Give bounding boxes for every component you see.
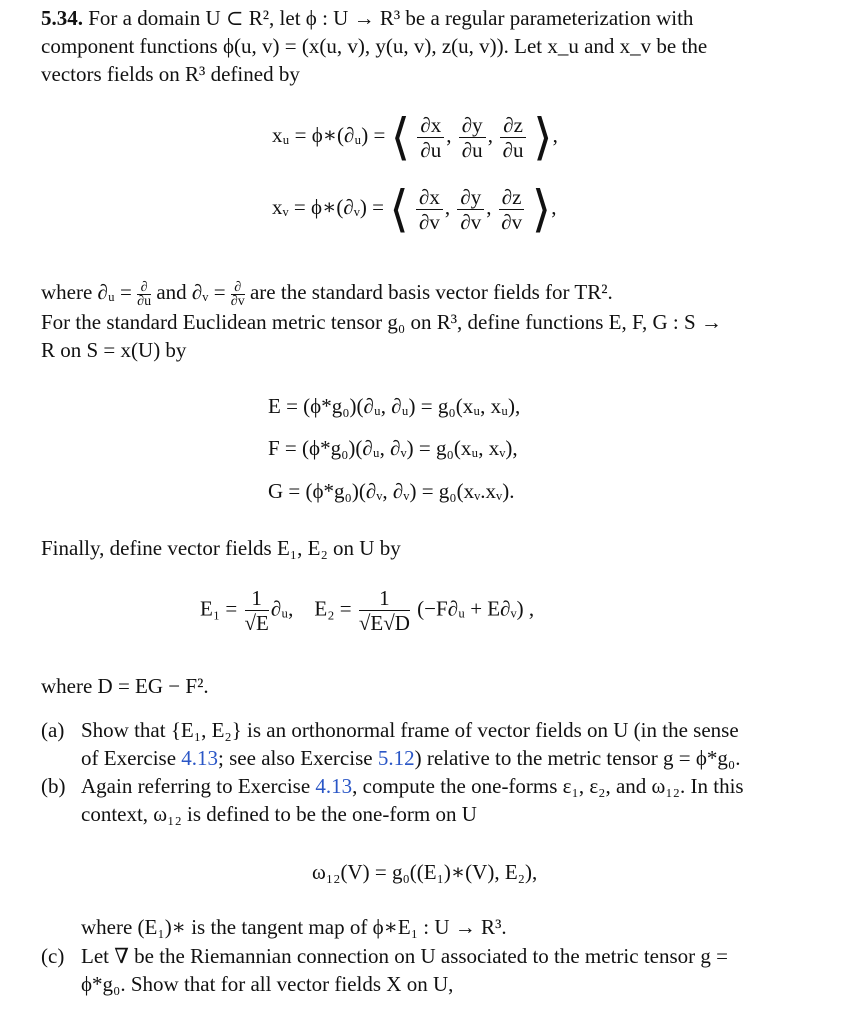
fraction: $\frac{\partial y}{\partial v}$ bbox=[457, 185, 484, 234]
frame-equation: E₁ = $\frac{1}{√E}$ ∂ᵤ, E₂ = $\frac{1}{√E√D}$ (−F∂ᵤ + E∂ᵥ) , bbox=[200, 586, 535, 635]
omega-equation: ω₁₂(V) = g₀((E₁)∗(V), E₂), bbox=[312, 860, 538, 884]
right-angle-bracket: ⟩ bbox=[531, 181, 552, 237]
exercise-intro bbox=[41, 4, 831, 88]
xu-equation: xᵤ = ϕ∗(∂ᵤ) = ⟨ $\frac{\partial x}{\partial u}$ , $\frac{\partial y}{\partial u}$ , $\frac{\partial z}{\partial u}$ ⟩, bbox=[272, 109, 558, 165]
item-c: (c) Let ∇ be the Riemannian connection on U associated to the metric tensor g = ϕ*g₀. Show that for all vector fields X on U, bbox=[41, 944, 728, 996]
exercise-5-12-link[interactable]: 5.12 bbox=[377, 746, 415, 770]
intro-line-1: 5.34. For a domain U ⊂ R², let ϕ : U → R³ be a regular parameterization with bbox=[41, 6, 694, 30]
fraction: $\frac{\partial x}{\partial v}$ bbox=[416, 185, 443, 234]
g-equation: G = (ϕ*g₀)(∂ᵥ, ∂ᵥ) = g₀(xᵥ.xᵥ). bbox=[268, 479, 515, 503]
item-c-label: (c) bbox=[41, 944, 65, 968]
exercise-4-13-link[interactable]: 4.13 bbox=[315, 774, 353, 798]
partial-u-fraction: ∂ ∂u bbox=[137, 279, 152, 309]
frame-intro: Finally, define vector fields E₁, E₂ on U by bbox=[41, 536, 401, 560]
fraction: $\frac{\partial z}{\partial v}$ bbox=[499, 185, 525, 234]
left-angle-bracket: ⟨ bbox=[389, 181, 409, 237]
basis-line-3: R on S = x(U) by bbox=[41, 337, 187, 362]
right-angle-bracket: ⟩ bbox=[533, 109, 553, 165]
where-d-line: where D = EG − F². bbox=[41, 674, 209, 698]
item-a-label: (a) bbox=[41, 718, 65, 742]
e1-fraction: $\frac{1}{√E}$ bbox=[244, 586, 269, 635]
fraction: $\frac{\partial z}{\partial u}$ bbox=[500, 113, 526, 162]
item-b: (b) Again referring to Exercise 4.13, compute the one-forms ε₁, ε₂, and ω₁₂. In this context, ω₁₂ is defined to be the one-form on U bbox=[41, 774, 744, 826]
e2-fraction: $\frac{1}{√E√D}$ bbox=[358, 586, 410, 635]
left-angle-bracket: ⟨ bbox=[390, 109, 411, 165]
exercise-number: 5.34. bbox=[41, 6, 83, 30]
partial-v-fraction: ∂ ∂v bbox=[230, 279, 245, 309]
fraction: $\frac{\partial x}{\partial u}$ bbox=[417, 113, 444, 162]
fraction: $\frac{\partial y}{\partial u}$ bbox=[459, 113, 486, 162]
basis-line-2: For the standard Euclidean metric tensor g₀ on R³, define functions E, F, G : S → bbox=[41, 309, 722, 334]
exercise-4-13-link[interactable]: 4.13 bbox=[181, 746, 219, 770]
item-a: (a) Show that {E₁, E₂} is an orthonormal frame of vector fields on U (in the sense of Exercise 4.13; see also Exercise 5.12) relative to the metric tensor g = ϕ*g₀. bbox=[41, 718, 741, 770]
item-b-label: (b) bbox=[41, 774, 66, 798]
item-b-continued: where (E₁)∗ is the tangent map of ϕ∗E₁ : U → R³. bbox=[81, 915, 507, 939]
xv-equation: xᵥ = ϕ∗(∂ᵥ) = ⟨ $\frac{\partial x}{\partial v}$ , $\frac{\partial y}{\partial v}$ , $\frac{\partial z}{\partial v}$ ⟩, bbox=[272, 181, 557, 237]
e-equation: E = (ϕ*g₀)(∂ᵤ, ∂ᵤ) = g₀(xᵤ, xᵤ), bbox=[268, 394, 521, 418]
intro-line-2: component functions ϕ(u, v) = (x(u, v), y(u, v), z(u, v)). Let x_u and x_v be the bbox=[41, 34, 708, 58]
intro-line-3: vectors fields on R³ defined by bbox=[41, 62, 300, 86]
basis-line-1: where ∂ᵤ = ∂ ∂u and ∂ᵥ = ∂ ∂v are the standard basis vector fields for TR². bbox=[41, 279, 613, 309]
f-equation: F = (ϕ*g₀)(∂ᵤ, ∂ᵥ) = g₀(xᵤ, xᵥ), bbox=[268, 436, 518, 460]
basis-paragraph bbox=[41, 278, 831, 364]
